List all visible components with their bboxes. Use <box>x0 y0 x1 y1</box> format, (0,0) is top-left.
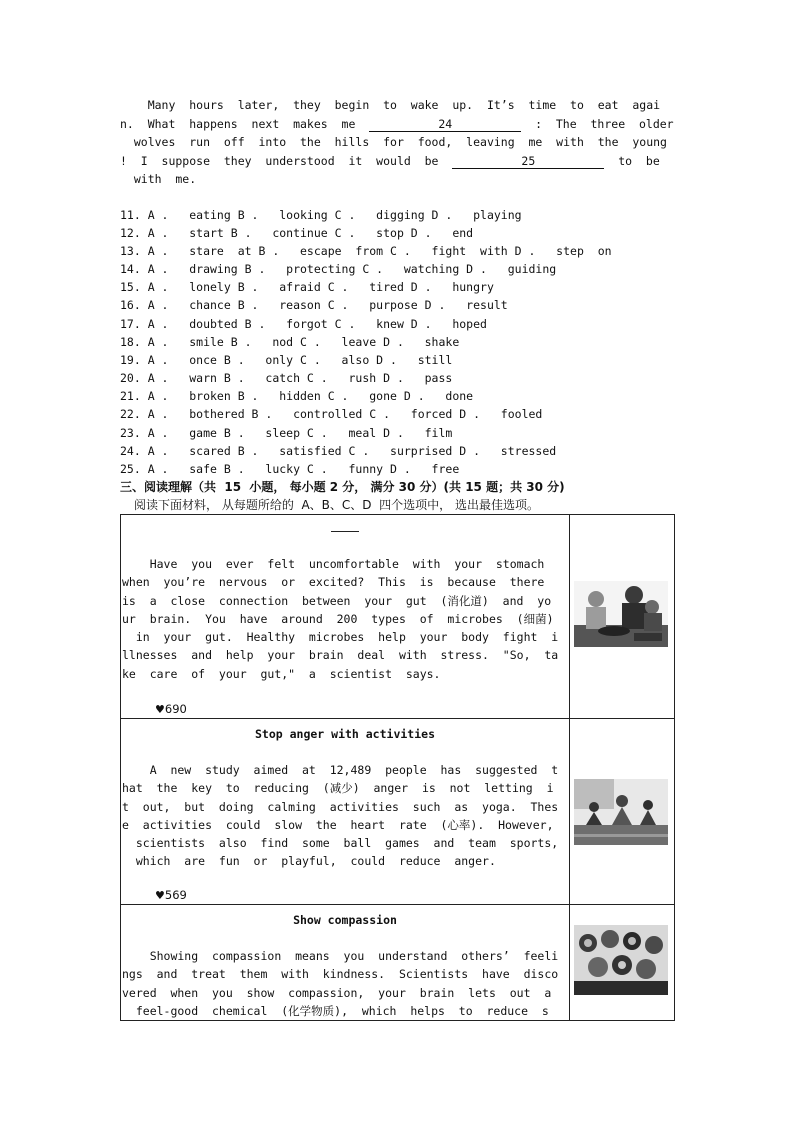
card-2-title: Stop anger with activities <box>254 727 435 741</box>
option-row-24: 24. A . scared B . satisfied C . surprised D . stressed <box>120 444 557 458</box>
card-2-line: which are fun or playful, could reduce anger. <box>122 854 496 869</box>
option-row-14: 14. A . drawing B . protecting C . watching D . guiding <box>120 262 557 276</box>
section-instruction: 阅读下面材料， 从每题所给的 A、B、C、D 四个选项中， 选出最佳选项。 <box>134 498 539 512</box>
passage-line-5: with me. <box>120 172 197 186</box>
option-row-25: 25. A . safe B . lucky C . funny D . free <box>120 462 460 476</box>
family-cooking-photo <box>574 581 668 647</box>
card-3-line: ngs and treat them with kindness. Scientists have disco <box>122 967 559 982</box>
option-row-13: 13. A . stare at B . escape from C . fight with D . step on <box>120 244 612 258</box>
option-row-12: 12. A . start B . continue C . stop D . end <box>120 226 474 240</box>
card-2-likes[interactable] <box>155 888 187 902</box>
card-3-title: Show compassion <box>293 913 397 927</box>
card-1-text <box>121 515 570 719</box>
card-3-line: feel-good chemical (化学物质), which helps to reduce s <box>122 1003 549 1018</box>
card-3-line: Showing compassion means you understand others’ feeli <box>122 949 559 963</box>
card-1-line: ke care of your gut," a scientist says. <box>122 666 441 681</box>
heart-icon: ♥ <box>155 889 165 902</box>
option-row-20: 20. A . warn B . catch C . rush D . pass <box>120 371 453 385</box>
card-2-line: scientists also find some ball games and team sports, <box>122 836 559 851</box>
card-2-image-cell <box>570 719 675 905</box>
card-2-line: hat the key to reducing (减少) anger is not letting i <box>122 781 554 796</box>
blank-25[interactable]: 25 <box>452 154 604 169</box>
passage-line-4 <box>120 152 676 170</box>
option-row-18: 18. A . smile B . nod C . leave D . shake <box>120 335 460 349</box>
option-row-22: 22. A . bothered B . controlled C . forced D . fooled <box>120 407 543 421</box>
option-row-11: 11. A . eating B . looking C . digging D . playing <box>120 208 522 222</box>
heart-icon: ♥ <box>155 703 165 716</box>
card-2-like-count: 569 <box>164 888 187 902</box>
section-heading: 三、阅读理解（共 15 小题， 每小题 2 分， 满分 30 分）(共 15 题；共 30 分) <box>120 480 565 494</box>
passage-line-4-text: ! I suppose they understood it would be <box>120 154 439 168</box>
card-1-line: in your gut. Healthy microbes help your body fight i <box>122 630 559 645</box>
card-1-image-cell <box>570 515 675 719</box>
yoga-class-photo <box>574 779 668 845</box>
card-2-line: t out, but doing calming activities such as yoga. Thes <box>122 799 559 814</box>
passage-line-2-text: n. What happens next makes me <box>120 117 356 131</box>
card-row-2 <box>121 719 675 905</box>
passage-line-2-rest: : The three older <box>521 117 674 131</box>
card-2-text <box>121 719 570 905</box>
passage-line-3: wolves run off into the hills for food, leaving me with the young <box>120 135 667 149</box>
option-row-16: 16. A . chance B . reason C . purpose D . result <box>120 298 508 312</box>
option-row-17: 17. A . doubted B . forgot C . knew D . hoped <box>120 317 487 331</box>
card-3-text <box>121 905 570 1021</box>
card-1-line: Have you ever felt uncomfortable with your stomach <box>122 557 545 571</box>
card-1-line: when you’re nervous or excited? This is because there <box>122 575 545 590</box>
card-row-1 <box>121 515 675 719</box>
card-1-likes[interactable] <box>155 702 187 716</box>
card-row-3 <box>121 905 675 1021</box>
reading-cards-table <box>120 514 675 1021</box>
passage-line-2 <box>120 115 676 133</box>
option-row-15: 15. A . lonely B . afraid C . tired D . hungry <box>120 280 494 294</box>
card-3-line: vered when you show compassion, your brain lets out a <box>122 985 552 1000</box>
card-1-line: is a close connection between your gut (消化道) and yo <box>122 593 552 608</box>
card-2-line: e activities could slow the heart rate (心率). However, <box>122 817 554 832</box>
card-1-like-count: 690 <box>164 702 187 716</box>
option-row-21: 21. A . broken B . hidden C . gone D . done <box>120 389 474 403</box>
group-of-kids-photo <box>574 925 668 995</box>
passage-line-1: Many hours later, they begin to wake up. It’s time to eat agai <box>120 98 661 112</box>
card-2-line: A new study aimed at 12,489 people has suggested t <box>122 763 559 777</box>
blank-24[interactable]: 24 <box>369 117 521 132</box>
option-row-23: 23. A . game B . sleep C . meal D . film <box>120 426 453 440</box>
card-1-line: ur brain. You have around 200 types of microbes (细菌) <box>122 611 554 626</box>
passage-line-4-rest: to be <box>604 154 660 168</box>
card-1-line: llnesses and help your brain deal with stress. "So, ta <box>122 648 559 663</box>
option-row-19: 19. A . once B . only C . also D . still <box>120 353 453 367</box>
card-3-image-cell <box>570 905 675 1021</box>
